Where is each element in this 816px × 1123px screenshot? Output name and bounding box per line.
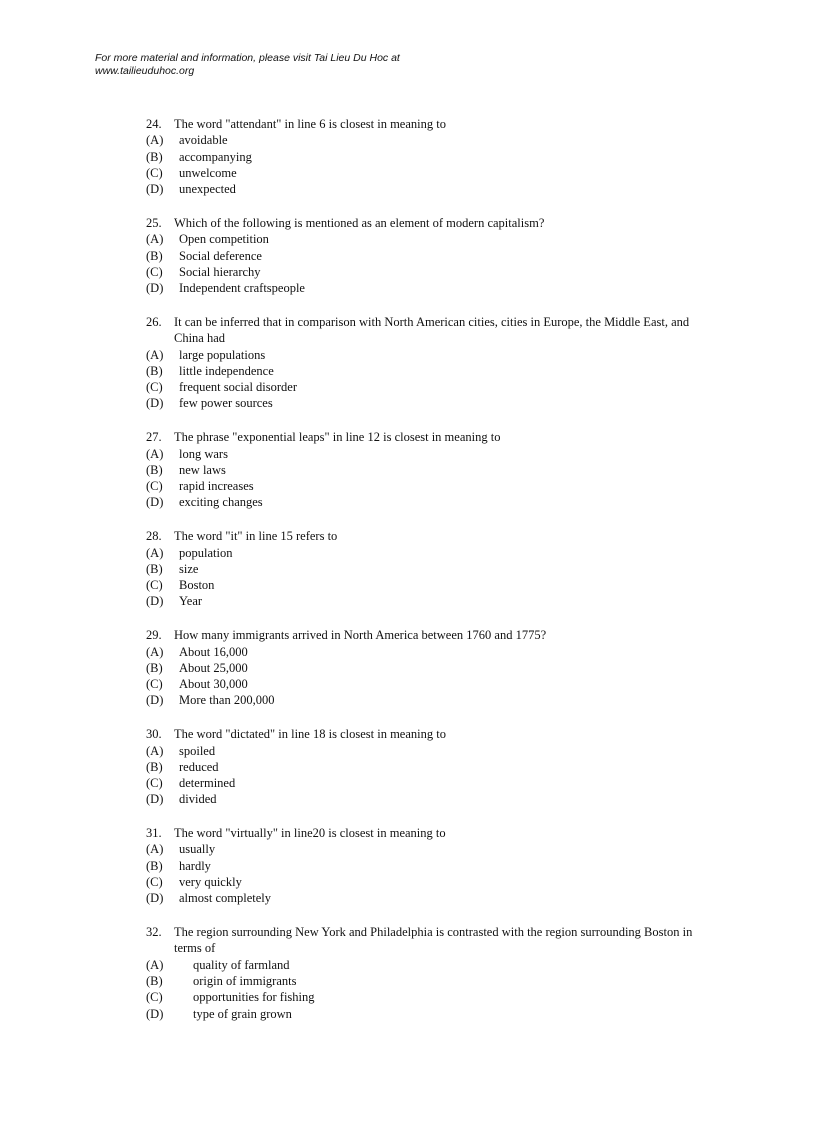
option-letter: (C) bbox=[146, 479, 163, 494]
option bbox=[146, 561, 706, 577]
option-text: determined bbox=[179, 776, 236, 791]
question-stem: The word "virtually" in line20 is closest in meaning to bbox=[174, 826, 446, 841]
option-letter: (C) bbox=[146, 165, 163, 180]
question-27 bbox=[146, 429, 706, 510]
option-letter: (A) bbox=[146, 842, 164, 857]
option-text: frequent social disorder bbox=[179, 380, 298, 395]
option bbox=[146, 478, 706, 494]
option-text: quality of farmland bbox=[193, 957, 290, 972]
option-letter: (B) bbox=[146, 974, 163, 989]
option-letter: (D) bbox=[146, 495, 164, 510]
question-number: 26. bbox=[146, 314, 162, 329]
option-text: new laws bbox=[179, 462, 226, 477]
option bbox=[146, 165, 706, 181]
question-list bbox=[146, 116, 706, 1039]
option-letter: (A) bbox=[146, 545, 164, 560]
option-text: unexpected bbox=[179, 182, 236, 197]
option-text: Social hierarchy bbox=[179, 264, 261, 279]
option-text: Social deference bbox=[179, 248, 262, 263]
question-stem: How many immigrants arrived in North America between 1760 and 1775? bbox=[174, 628, 547, 643]
option-letter: (B) bbox=[146, 149, 163, 164]
question-32 bbox=[146, 924, 706, 1022]
option-letter: (D) bbox=[146, 396, 164, 411]
question-number: 30. bbox=[146, 727, 162, 742]
option-text: long wars bbox=[179, 446, 228, 461]
option-letter: (C) bbox=[146, 776, 163, 791]
option bbox=[146, 395, 706, 411]
option-letter: (C) bbox=[146, 264, 163, 279]
option-text: Year bbox=[179, 594, 203, 609]
option bbox=[146, 890, 706, 906]
question-stem: Which of the following is mentioned as an element of modern capitalism? bbox=[174, 215, 545, 230]
question-29 bbox=[146, 627, 706, 708]
option bbox=[146, 149, 706, 165]
option-text: accompanying bbox=[179, 149, 252, 164]
option-letter: (B) bbox=[146, 248, 163, 263]
option-text: unwelcome bbox=[179, 165, 237, 180]
option bbox=[146, 660, 706, 676]
option bbox=[146, 593, 706, 609]
question-number: 28. bbox=[146, 529, 162, 544]
option-text: About 25,000 bbox=[179, 660, 248, 675]
question-30 bbox=[146, 726, 706, 807]
header-line-1: For more material and information, please visit Tai Lieu Du Hoc at bbox=[95, 52, 400, 64]
option bbox=[146, 264, 706, 280]
question-number: 27. bbox=[146, 430, 162, 445]
option-letter: (C) bbox=[146, 875, 163, 890]
option bbox=[146, 231, 706, 247]
option bbox=[146, 973, 706, 989]
option-letter: (C) bbox=[146, 990, 163, 1005]
option bbox=[146, 446, 706, 462]
question-stem: The word "it" in line 15 refers to bbox=[174, 529, 338, 544]
option-letter: (B) bbox=[146, 858, 163, 873]
option-text: almost completely bbox=[179, 891, 271, 906]
option-letter: (A) bbox=[146, 743, 164, 758]
option bbox=[146, 363, 706, 379]
option-text: origin of immigrants bbox=[193, 974, 297, 989]
option-letter: (B) bbox=[146, 363, 163, 378]
option-text: divided bbox=[179, 792, 217, 807]
option bbox=[146, 494, 706, 510]
option bbox=[146, 775, 706, 791]
option bbox=[146, 248, 706, 264]
question-number: 31. bbox=[146, 826, 162, 841]
option-letter: (A) bbox=[146, 133, 164, 148]
option-letter: (A) bbox=[146, 347, 164, 362]
option bbox=[146, 743, 706, 759]
option-letter: (D) bbox=[146, 1006, 164, 1021]
option-letter: (B) bbox=[146, 759, 163, 774]
option bbox=[146, 280, 706, 296]
option bbox=[146, 1006, 706, 1022]
option-text: About 30,000 bbox=[179, 677, 248, 692]
option-letter: (A) bbox=[146, 957, 164, 972]
option-letter: (A) bbox=[146, 446, 164, 461]
option-text: type of grain grown bbox=[193, 1006, 292, 1021]
question-number: 25. bbox=[146, 215, 162, 230]
option bbox=[146, 989, 706, 1005]
question-stem: The phrase "exponential leaps" in line 12 is closest in meaning to bbox=[174, 430, 501, 445]
option-text: spoiled bbox=[179, 743, 216, 758]
option bbox=[146, 841, 706, 857]
option bbox=[146, 545, 706, 561]
option-text: few power sources bbox=[179, 396, 273, 411]
option-text: population bbox=[179, 545, 233, 560]
option-letter: (A) bbox=[146, 232, 164, 247]
option-letter: (D) bbox=[146, 281, 164, 296]
option-letter: (C) bbox=[146, 677, 163, 692]
option bbox=[146, 874, 706, 890]
option-text: hardly bbox=[179, 858, 211, 873]
option bbox=[146, 759, 706, 775]
option bbox=[146, 462, 706, 478]
question-24 bbox=[146, 116, 706, 197]
page-header bbox=[95, 52, 695, 78]
option bbox=[146, 692, 706, 708]
option-text: reduced bbox=[179, 759, 219, 774]
option-text: Open competition bbox=[179, 232, 269, 247]
option-letter: (D) bbox=[146, 594, 164, 609]
question-25 bbox=[146, 215, 706, 296]
option bbox=[146, 676, 706, 692]
option-text: About 16,000 bbox=[179, 644, 248, 659]
question-26 bbox=[146, 314, 706, 412]
question-stem: The word "attendant" in line 6 is closest in meaning to bbox=[174, 117, 446, 131]
option-text: avoidable bbox=[179, 133, 228, 148]
option-text: exciting changes bbox=[179, 495, 263, 510]
option bbox=[146, 379, 706, 395]
option-letter: (D) bbox=[146, 182, 164, 197]
option-text: More than 200,000 bbox=[179, 693, 275, 708]
option bbox=[146, 957, 706, 973]
option-text: size bbox=[179, 561, 199, 576]
question-number: 24. bbox=[146, 117, 162, 131]
question-number: 32. bbox=[146, 925, 162, 940]
option bbox=[146, 132, 706, 148]
option-letter: (D) bbox=[146, 693, 164, 708]
question-stem: The word "dictated" in line 18 is closest in meaning to bbox=[174, 727, 446, 742]
option-text: little independence bbox=[179, 363, 274, 378]
option bbox=[146, 347, 706, 363]
option-letter: (A) bbox=[146, 644, 164, 659]
header-line-2: www.tailieuduhoc.org bbox=[95, 65, 195, 77]
option-letter: (C) bbox=[146, 380, 163, 395]
question-stem: The region surrounding New York and Philadelphia is contrasted with the region surrounding Boston in terms of bbox=[174, 925, 693, 956]
option-letter: (B) bbox=[146, 462, 163, 477]
question-number: 29. bbox=[146, 628, 162, 643]
option-text: Independent craftspeople bbox=[179, 281, 305, 296]
option-letter: (C) bbox=[146, 578, 163, 593]
option bbox=[146, 791, 706, 807]
option-letter: (B) bbox=[146, 660, 163, 675]
option-text: usually bbox=[179, 842, 216, 857]
option-text: very quickly bbox=[179, 875, 242, 890]
option bbox=[146, 644, 706, 660]
option-text: opportunities for fishing bbox=[193, 990, 315, 1005]
question-stem: It can be inferred that in comparison with North American cities, cities in Europe, the Middle East, and China had bbox=[174, 314, 690, 346]
option-letter: (D) bbox=[146, 792, 164, 807]
question-28 bbox=[146, 528, 706, 609]
option-text: Boston bbox=[179, 578, 215, 593]
option bbox=[146, 577, 706, 593]
question-31 bbox=[146, 825, 706, 906]
option-text: large populations bbox=[179, 347, 266, 362]
option bbox=[146, 181, 706, 197]
option-text: rapid increases bbox=[179, 479, 254, 494]
option-letter: (B) bbox=[146, 561, 163, 576]
option-letter: (D) bbox=[146, 891, 164, 906]
option bbox=[146, 858, 706, 874]
